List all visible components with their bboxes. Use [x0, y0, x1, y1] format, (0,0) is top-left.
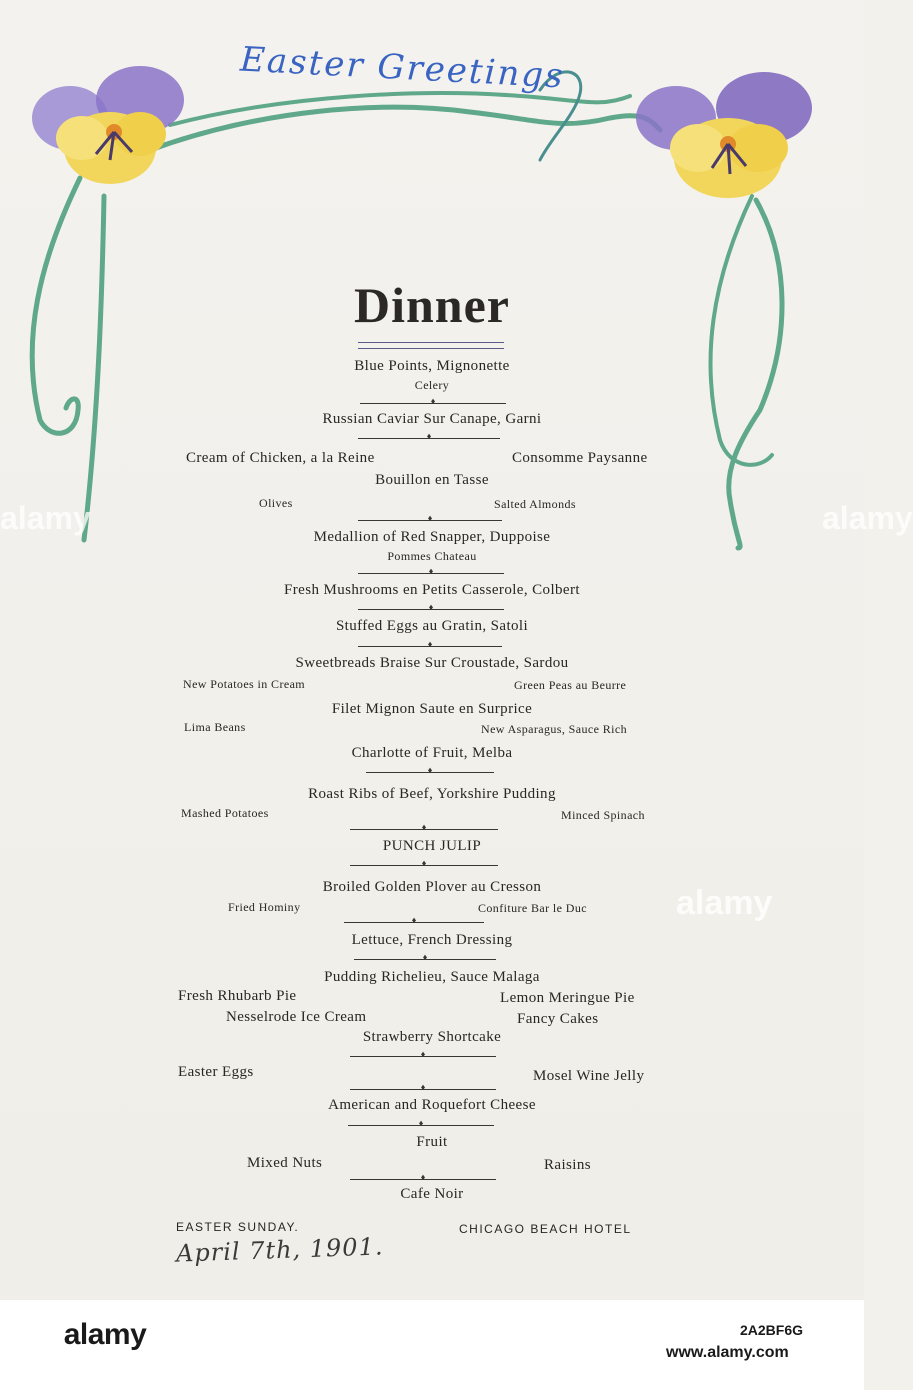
course-divider: [350, 1179, 496, 1181]
menu-dish: Stuffed Eggs au Gratin, Satoli: [335, 618, 529, 634]
menu-dish-left: Fresh Rhubarb Pie: [178, 988, 297, 1004]
course-divider: [358, 438, 500, 440]
course-divider: [354, 959, 496, 961]
menu-side-left: Lima Beans: [184, 720, 246, 734]
stock-image-id: 2A2BF6G: [740, 1322, 804, 1338]
date-handwriting: April 7th, 1901.: [175, 1232, 384, 1268]
footer-left: EASTER SUNDAY.: [176, 1220, 300, 1234]
menu-dish-left: Mixed Nuts: [247, 1155, 323, 1171]
menu-dish: Strawberry Shortcake: [362, 1029, 502, 1045]
menu-side-left: Olives: [259, 496, 293, 510]
footer-right: CHICAGO BEACH HOTEL: [459, 1222, 632, 1236]
stock-url: www.alamy.com: [666, 1344, 789, 1361]
menu-side-right: New Asparagus, Sauce Rich: [481, 722, 627, 736]
menu-dish-right: Mosel Wine Jelly: [533, 1068, 645, 1084]
menu-title: Dinner: [354, 277, 510, 333]
course-divider: [350, 1056, 496, 1058]
watermark: alamy: [676, 884, 773, 922]
course-divider: [366, 772, 494, 774]
course-divider: [358, 573, 504, 575]
menu-dish: Fresh Mushrooms en Petits Casserole, Colbert: [284, 582, 580, 598]
menu-side-left: New Potatoes in Cream: [183, 677, 306, 691]
pansy-left: [32, 66, 184, 184]
menu-dish-left: Nesselrode Ice Cream: [226, 1009, 367, 1025]
course-divider: [360, 403, 506, 405]
menu-dish: Charlotte of Fruit, Melba: [351, 745, 513, 761]
menu-dish: Pudding Richelieu, Sauce Malaga: [324, 969, 540, 985]
menu-side-right: Green Peas au Beurre: [514, 678, 627, 692]
menu-dish-right: Lemon Meringue Pie: [500, 990, 635, 1006]
stock-logo: alamy: [63, 1318, 147, 1351]
menu-side-left: Mashed Potatoes: [181, 806, 269, 820]
menu-dish: Cafe Noir: [400, 1186, 464, 1202]
course-divider: [348, 1125, 494, 1127]
menu-dish: Broiled Golden Plover au Cresson: [322, 879, 542, 895]
course-divider: [350, 829, 498, 831]
menu-dish-right: Fancy Cakes: [517, 1011, 599, 1027]
title-rule: [358, 342, 504, 349]
course-divider: [350, 1089, 496, 1091]
watermark: alamy: [0, 500, 91, 536]
menu-side: Pommes Chateau: [387, 549, 477, 563]
menu-side-right: Salted Almonds: [494, 497, 576, 511]
menu-side-right: Minced Spinach: [561, 808, 645, 822]
course-divider: [358, 609, 504, 611]
menu-dish: Roast Ribs of Beef, Yorkshire Pudding: [308, 786, 556, 802]
pansy-right: [636, 72, 812, 198]
menu-dish: American and Roquefort Cheese: [328, 1097, 536, 1113]
menu-dish: Russian Caviar Sur Canape, Garni: [322, 411, 542, 427]
course-divider: [350, 865, 498, 867]
menu-dish: Bouillon en Tasse: [375, 472, 489, 488]
menu-dish: Lettuce, French Dressing: [351, 932, 513, 948]
menu-dish: PUNCH JULIP: [382, 838, 482, 854]
menu-dish: Fruit: [416, 1134, 448, 1150]
menu-dish-left: Easter Eggs: [178, 1064, 254, 1080]
menu-dish: Sweetbreads Braise Sur Croustade, Sardou: [295, 655, 569, 671]
menu-dish: Medallion of Red Snapper, Duppoise: [313, 529, 551, 545]
menu-dish-right: Raisins: [544, 1157, 591, 1173]
menu-dish: Filet Mignon Saute en Surprice: [331, 701, 533, 717]
course-divider: [344, 922, 484, 924]
menu-side: Celery: [414, 378, 450, 392]
menu-side-right: Confiture Bar le Duc: [478, 901, 587, 915]
course-divider: [358, 520, 502, 522]
menu-side-left: Fried Hominy: [228, 900, 301, 914]
easter-greeting-handwriting: Easter Greetings: [239, 39, 566, 97]
menu-dish: Blue Points, Mignonette: [354, 358, 510, 374]
watermark: alamy: [822, 500, 913, 536]
course-divider: [358, 646, 502, 648]
menu-dish-left: Cream of Chicken, a la Reine: [186, 450, 375, 466]
menu-dish-right: Consomme Paysanne: [512, 450, 648, 466]
